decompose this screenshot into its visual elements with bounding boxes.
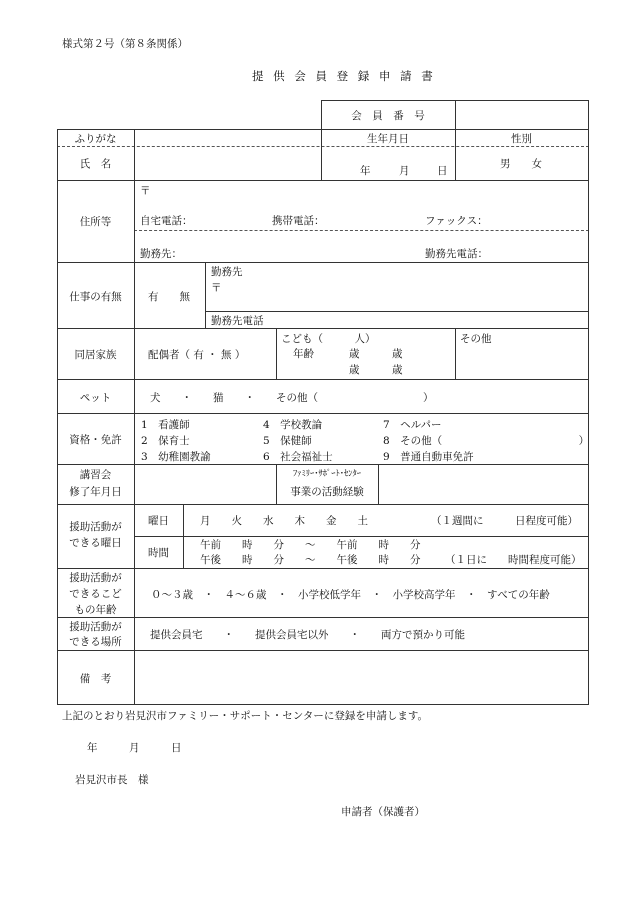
training-date-field[interactable] xyxy=(135,465,276,504)
birth-month-unit: 月 xyxy=(399,165,410,177)
age-unit: 歳 xyxy=(349,348,360,360)
qualification-option[interactable]: 5 保健師 xyxy=(263,435,312,447)
training-label: 修了年月日 xyxy=(69,486,122,498)
location-label: 援助活動が xyxy=(69,621,122,633)
fsc-experience-label: ﾌｧﾐﾘｰ･ｻﾎﾟｰﾄ･ｾﾝﾀｰ xyxy=(292,469,361,479)
name-field[interactable] xyxy=(135,147,321,180)
age-unit: 歳 xyxy=(392,348,403,360)
weekday-label: 曜日 xyxy=(148,515,169,527)
qualification-label: 資格・免許 xyxy=(69,434,122,446)
days-per-week: （１週間に 日程度可能） xyxy=(431,515,578,527)
employment-options[interactable]: 有 無 xyxy=(148,291,190,303)
page-title: 提 供 会 員 登 録 申 請 書 xyxy=(252,69,436,83)
age-range-label: 援助活動が xyxy=(69,572,122,584)
qualification-option[interactable]: 2 保育士 xyxy=(141,435,190,447)
birth-year-unit: 年 xyxy=(360,165,371,177)
qualification-option[interactable]: 4 学校教論 xyxy=(263,419,323,431)
spouse-option[interactable]: 配偶者（ 有 ・ 無 ） xyxy=(148,349,246,361)
mobile-phone-label: 携帯電話： xyxy=(272,215,325,227)
gender-options[interactable]: 男 女 xyxy=(500,158,542,170)
training-label: 講習会 xyxy=(79,469,112,481)
age-range-options[interactable]: ０～３歳 ・ ４～６歳 ・ 小学校低学年 ・ 小学校高学年 ・ すべての年齢 xyxy=(151,589,550,601)
fsc-experience-field[interactable] xyxy=(379,465,588,504)
address-label: 住所等 xyxy=(79,216,112,228)
activity-days-label: 援助活動が xyxy=(69,521,122,533)
pet-options[interactable]: 犬 ・ 猫 ・ その他（ ） xyxy=(150,392,434,404)
application-date: 年 月 日 xyxy=(87,742,182,754)
employer-postal-mark: 〒 xyxy=(211,282,222,294)
weekday-options[interactable]: 月 火 水 木 金 土 xyxy=(200,515,368,527)
time-range-morning[interactable]: 午前 時 分 ～ 午前 時 分 xyxy=(200,539,421,551)
time-range-afternoon[interactable]: 午後 時 分 ～ 午後 時 分 xyxy=(200,554,421,566)
age-range-label: できるこど xyxy=(69,588,122,600)
birthdate-label: 生年月日 xyxy=(367,133,409,145)
member-number-label: 会 員 番 号 xyxy=(351,110,425,122)
remarks-field[interactable] xyxy=(135,651,588,704)
qualification-option[interactable]: 1 看護師 xyxy=(141,419,190,431)
children-count: こども（ 人） xyxy=(281,333,376,345)
employer-phone-label: 勤務先電話 xyxy=(211,315,264,327)
birth-day-unit: 日 xyxy=(437,165,448,177)
activity-days-label: できる曜日 xyxy=(69,537,122,549)
workplace-label: 勤務先： xyxy=(140,248,182,260)
age-unit: 歳 xyxy=(349,364,360,376)
qualification-option[interactable]: 3 幼稚園教諭 xyxy=(141,451,211,463)
family-other-label: その他 xyxy=(460,333,492,345)
addressee: 岩見沢市長 様 xyxy=(75,774,149,786)
qualification-option[interactable]: 9 普通自動車免許 xyxy=(383,451,474,463)
gender-label: 性別 xyxy=(511,133,532,145)
location-label: できる場所 xyxy=(69,636,122,648)
hours-per-day: （１日に 時間程度可能） xyxy=(445,554,582,566)
workplace-phone-label: 勤務先電話： xyxy=(425,248,488,260)
qualification-option[interactable]: 6 社会福祉士 xyxy=(263,451,333,463)
fax-label: ファックス： xyxy=(425,215,488,227)
form-number: 様式第２号（第８条関係） xyxy=(62,38,188,50)
name-label: 氏 名 xyxy=(79,158,112,170)
pet-label: ペット xyxy=(79,392,112,404)
children-age-label: 年齢 xyxy=(293,348,314,360)
qualification-option[interactable]: 7 ヘルパー xyxy=(383,419,442,431)
remarks-label: 備 考 xyxy=(79,673,112,685)
declaration-text: 上記のとおり岩見沢市ファミリー・サポート・センターに登録を申請します。 xyxy=(62,710,429,722)
furigana-label: ふりがな xyxy=(74,133,117,145)
furigana-field[interactable] xyxy=(135,130,321,146)
member-number-field[interactable] xyxy=(456,101,588,129)
employer-label: 勤務先 xyxy=(211,266,243,278)
age-range-label: もの年齢 xyxy=(74,604,117,616)
home-phone-label: 自宅電話： xyxy=(140,215,193,227)
qualification-option-other[interactable]: 8 その他（ ） xyxy=(383,435,590,447)
postal-mark: 〒 xyxy=(140,185,151,197)
applicant-label: 申請者（保護者） xyxy=(341,806,425,818)
fsc-experience-label: 事業の活動経験 xyxy=(290,486,364,498)
employment-label: 仕事の有無 xyxy=(69,291,122,303)
age-unit: 歳 xyxy=(392,364,403,376)
family-label: 同居家族 xyxy=(74,349,117,361)
location-options[interactable]: 提供会員宅 ・ 提供会員宅以外 ・ 両方で預かり可能 xyxy=(150,629,465,641)
time-label: 時間 xyxy=(148,547,169,559)
